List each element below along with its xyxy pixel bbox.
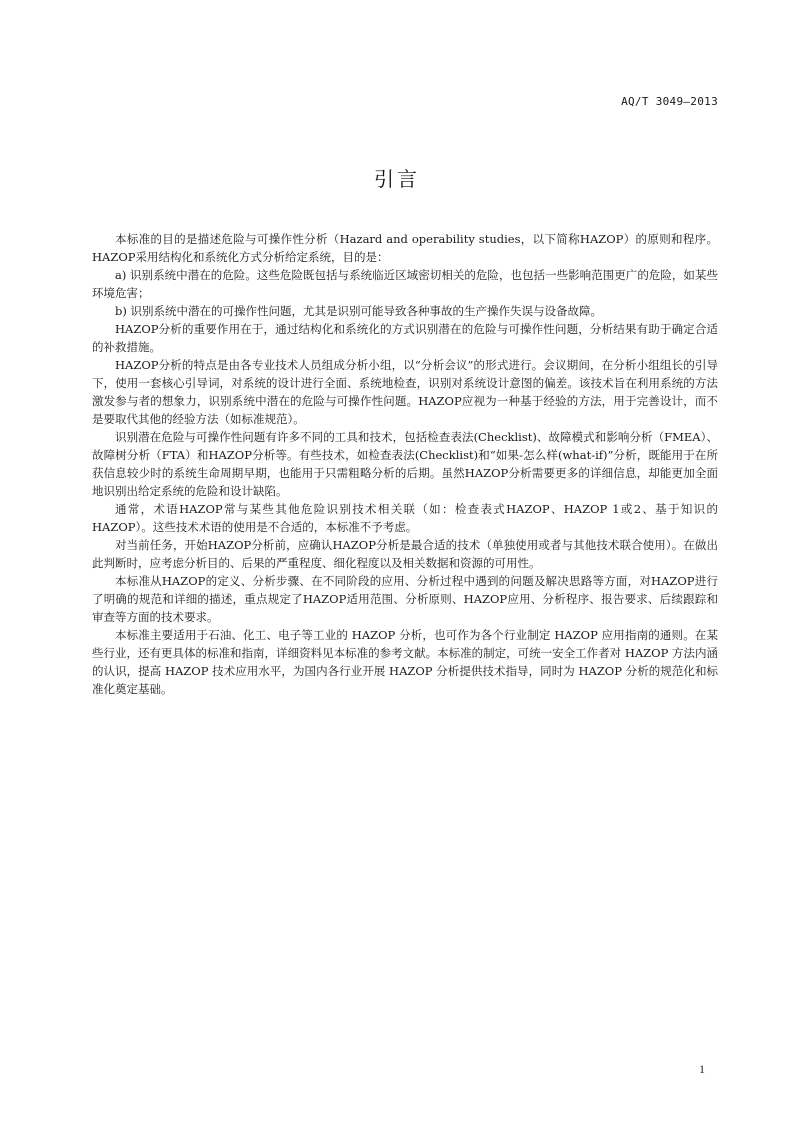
paragraph-terms: 通常，术语HAZOP常与某些其他危险识别技术相关联（如：检查表式HAZOP、HAZOP 1或2、基于知识的HAZOP）。这些技术术语的使用是不合适的，本标准不予考虑。 [92,502,718,534]
paragraph-suitability: 对当前任务，开始HAZOP分析前，应确认HAZOP分析是最合适的技术（单独使用或者与其他技术联合使用）。在做出此判断时，应考虑分析目的、后果的严重程度、细化程度以及相关数据和资源的可用性。 [92,538,718,570]
list-item-b: b) 识别系统中潜在的可操作性问题，尤其是识别可能导致各种事故的生产操作失误与设备故障。 [115,304,602,318]
paragraph-scope: 本标准主要适用于石油、化工、电子等工业的 HAZOP 分析，也可作为各个行业制定 HAZOP 应用指南的通则。在某些行业，还有更具体的标准和指南，详细资料见本标准的参考文献。本标准的制定，可统一安全工作者对 HAZOP 方法内涵的认识，提高 HAZOP 技术应用水平，为国内各行业开展 HAZOP 分析提供技术指导，同时为 HAZOP 分析的规范化和标准化奠定基础。 [92,628,718,696]
paragraph-tools: 识别潜在危险与可操作性问题有许多不同的工具和技术，包括检查表法(Checklist)、故障模式和影响分析（FMEA）、故障树分析（FTA）和HAZOP分析等。有些技术，如检查表法(Checklist)和“如果-怎么样(what-if)”分析，既能用于在所获信息较少时的系统生命周期早期，也能用于只需粗略分析的后期。虽然HAZOP分析需要更多的详细信息，却能更加全面地识别出给定系统的危险和设计缺陷。 [92,430,718,498]
page-title: 引言 [374,167,420,191]
paragraph-features: HAZOP分析的特点是由各专业技术人员组成分析小组，以“分析会议”的形式进行。会议期间，在分析小组组长的引导下，使用一套核心引导词，对系统的设计进行全面、系统地检查，识别对系统设计意图的偏差。该技术旨在利用系统的方法激发参与者的想象力，识别系统中潜在的危险与可操作性问题。HAZOP应视为一种基于经验的方法，用于完善设计，而不是要取代其他的经验方法（如标准规范）。 [92,358,718,426]
paragraph-role: HAZOP分析的重要作用在于，通过结构化和系统化的方式识别潜在的危险与可操作性问题，分析结果有助于确定合适的补救措施。 [92,322,718,354]
paragraph-content: 本标准从HAZOP的定义、分析步骤、在不同阶段的应用、分析过程中遇到的问题及解决思路等方面，对HAZOP进行了明确的规范和详细的描述，重点规定了HAZOP适用范围、分析原则、HAZOP应用、分析程序、报告要求、后续跟踪和审查等方面的技术要求。 [92,574,718,624]
document-code: AQ/T 3049—2013 [621,95,718,108]
paragraph-purpose: 本标准的目的是描述危险与可操作性分析（Hazard and operability studies，以下简称HAZOP）的原则和程序。HAZOP采用结构化和系统化方式分析给定系统，目的是： [92,232,718,264]
page-number: 1 [699,1062,705,1076]
body-text [92,230,718,698]
list-item-a: a) 识别系统中潜在的危险。这些危险既包括与系统临近区域密切相关的危险，也包括一些影响范围更广的危险，如某些环境危害； [92,268,718,300]
